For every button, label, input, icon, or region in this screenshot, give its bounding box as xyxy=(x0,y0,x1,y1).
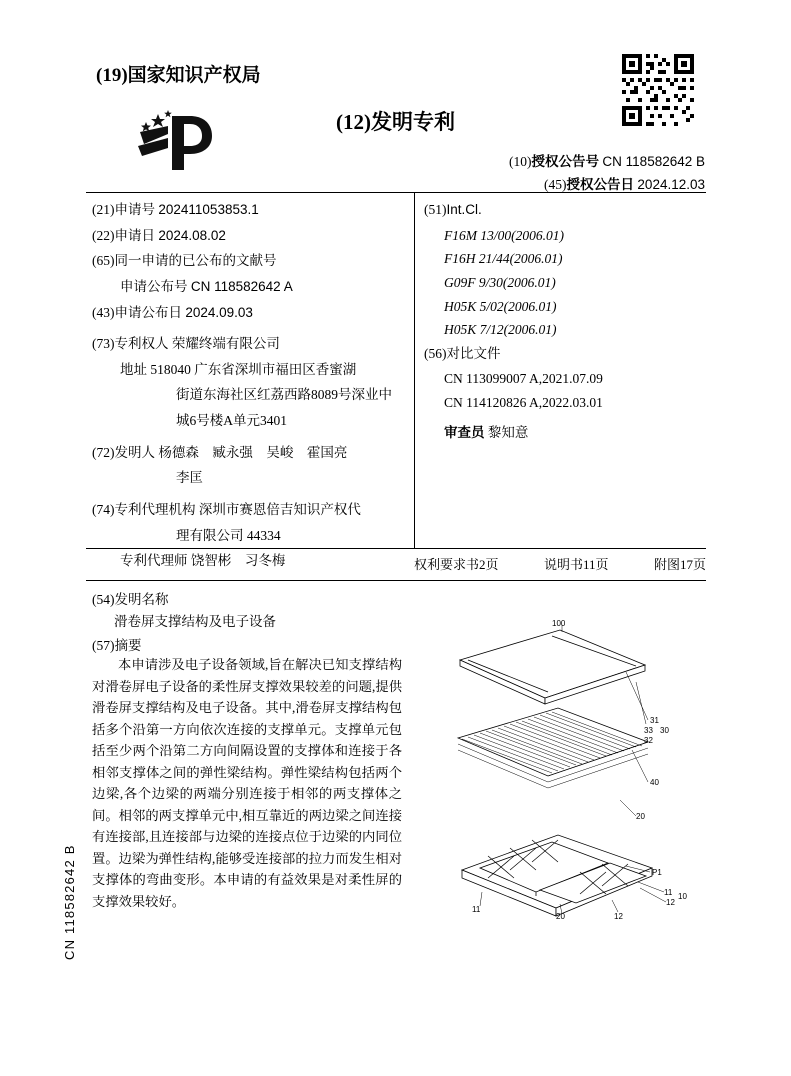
svg-text:33: 33 xyxy=(644,726,653,735)
agency-code: (74) xyxy=(92,501,115,517)
svg-text:10: 10 xyxy=(678,892,687,901)
inventor-line-2: 李匡 xyxy=(176,470,203,486)
prior-publication-field xyxy=(92,249,410,273)
ipc-item: G09F 9/30(2006.01) xyxy=(444,274,556,290)
svg-text:30: 30 xyxy=(660,726,669,735)
application-date-label: 申请日 xyxy=(114,227,155,243)
examiner-label: 审查员 xyxy=(444,424,485,440)
prior-publication-date-label: 申请公布日 xyxy=(114,304,182,320)
application-number-value: 202411053853.1 xyxy=(158,202,259,217)
ipc-code: (51) xyxy=(424,202,447,217)
assignee-value: 荣耀终端有限公司 xyxy=(171,336,280,352)
abstract-label: 摘要 xyxy=(114,638,142,653)
references-label: 对比文件 xyxy=(446,345,501,361)
ipc-field xyxy=(424,198,706,222)
agency-label: 专利代理机构 xyxy=(114,501,196,517)
agent-value: 饶智彬 习冬梅 xyxy=(190,553,286,569)
inventor-field xyxy=(92,441,410,465)
reference-item: CN 114120826 A,2022.03.01 xyxy=(444,395,603,410)
application-number-field xyxy=(92,198,410,222)
abstract-field xyxy=(92,634,142,654)
invention-title-value: 滑卷屏支撑结构及电子设备 xyxy=(114,614,276,629)
svg-text:40: 40 xyxy=(650,778,659,787)
agent-field xyxy=(92,549,410,573)
address-label: 地址 xyxy=(120,361,147,377)
application-number-label: 申请号 xyxy=(114,202,155,217)
ipc-item: F16H 21/44(2006.01) xyxy=(444,251,563,267)
address-line-3: 城6号楼A单元3401 xyxy=(176,413,287,428)
office-code: (19) xyxy=(96,65,128,86)
assignee-code: (73) xyxy=(92,336,115,352)
publication-date-value: 2024.12.03 xyxy=(637,177,705,192)
ipc-item: F16M 13/00(2006.01) xyxy=(444,227,564,243)
divider-top xyxy=(86,192,706,193)
agent-label: 专利代理师 xyxy=(120,553,188,569)
document-type xyxy=(0,106,791,136)
divider-counts xyxy=(86,580,706,581)
prior-publication-number-label: 申请公布号 xyxy=(120,278,188,294)
patent-abstract-figure xyxy=(440,620,710,940)
publication-date-code: (45) xyxy=(544,177,567,192)
document-type-code: (12) xyxy=(336,110,371,134)
invention-title-field xyxy=(92,588,169,608)
ipc-label: Int.Cl. xyxy=(446,202,482,217)
examiner-field xyxy=(424,421,706,445)
publication-number-code: (10) xyxy=(509,154,532,169)
inventor-label: 发明人 xyxy=(114,444,155,460)
abstract-code: (57) xyxy=(92,638,115,653)
prior-publication-date-value: 2024.09.03 xyxy=(185,304,253,320)
address-line-3-row xyxy=(92,409,410,433)
address-line-1: 518040 广东省深圳市福田区香蜜湖 xyxy=(150,361,357,377)
agency-line-1: 深圳市赛恩倍吉知识产权代 xyxy=(198,501,361,517)
svg-text:20: 20 xyxy=(556,912,565,921)
agency-line-2-row xyxy=(92,524,410,548)
ipc-item: H05K 7/12(2006.01) xyxy=(444,322,557,338)
inventor-line-1: 杨德森 臧永强 吴峻 霍国亮 xyxy=(158,444,348,460)
address-line-2: 街道东海社区红荔西路8089号深业中 xyxy=(176,387,392,403)
bibliographic-left-column xyxy=(92,198,410,575)
prior-publication-code: (65) xyxy=(92,253,115,269)
svg-text:11: 11 xyxy=(664,888,673,897)
document-type-label: 发明专利 xyxy=(371,110,455,134)
office-name: 国家知识产权局 xyxy=(127,65,261,86)
application-date-code: (22) xyxy=(92,227,115,243)
divider-column xyxy=(414,192,415,548)
svg-text:32: 32 xyxy=(644,736,653,745)
abstract-text: 本申请涉及电子设备领域,旨在解决已知支撑结构对滑卷屏电子设备的柔性屏支撑效果较差的问题,提供滑卷屏支撑结构及电子设备。其中,滑卷屏支撑结构包括多个沿第一方向依次连接的支撑单元。支撑单元包括至少两个沿第二方向间隔设置的支撑体和连接于各相邻支撑体之间的弹性梁结构。弹性梁结构包括两个边梁,各个边梁的两端分别连接于相邻的两支撑体之间。相邻的两支撑单元中,相互靠近的两边梁之间连接有连接部,且连接部与边梁的连接点位于边梁的内同位置。边梁为弹性结构,能够受连接部的拉力而发生相对支撑体的弯曲变形。本申请的有益效果是对柔性屏的支撑效果较好。 xyxy=(92,657,402,909)
svg-text:31: 31 xyxy=(650,716,659,725)
inventor-code: (72) xyxy=(92,444,115,460)
publication-number-value: CN 118582642 B xyxy=(602,154,705,169)
references-field xyxy=(424,342,706,366)
prior-publication-date-field xyxy=(92,301,410,325)
examiner-value: 黎知意 xyxy=(487,424,529,440)
application-date-field xyxy=(92,224,410,248)
reference-item: CN 113099007 A,2021.07.09 xyxy=(444,371,603,387)
svg-text:P1: P1 xyxy=(652,868,662,877)
publication-number-label: 授权公告号 xyxy=(531,154,600,169)
claims-pages: 权利要求书2页 xyxy=(414,557,499,572)
svg-text:11: 11 xyxy=(472,905,481,914)
agency-line-2: 理有限公司 44334 xyxy=(176,527,281,543)
issuing-office xyxy=(96,60,261,87)
side-publication-code: CN 118582642 B xyxy=(62,844,77,960)
drawings-pages: 附图17页 xyxy=(653,557,706,572)
prior-publication-label: 同一申请的已公布的文献号 xyxy=(114,253,277,269)
invention-title-code: (54) xyxy=(92,592,115,607)
invention-title-label: 发明名称 xyxy=(114,592,169,607)
publication-date-line xyxy=(544,173,705,193)
assignee-label: 专利权人 xyxy=(114,336,169,352)
ipc-item: H05K 5/02(2006.01) xyxy=(444,298,557,314)
agency-field xyxy=(92,498,410,522)
prior-publication-number-value: CN 118582642 A xyxy=(190,278,293,294)
inventor-line-2-row xyxy=(92,466,410,490)
assignee-field xyxy=(92,332,410,356)
address-field xyxy=(92,358,410,382)
svg-text:12: 12 xyxy=(614,912,623,921)
publication-number-line xyxy=(509,150,705,170)
application-number-code: (21) xyxy=(92,202,115,217)
svg-text:12: 12 xyxy=(666,898,675,907)
application-date-value: 2024.08.02 xyxy=(158,227,226,243)
page-counts xyxy=(414,554,706,573)
svg-text:100: 100 xyxy=(552,620,566,628)
bibliographic-right-column xyxy=(424,198,706,444)
prior-publication-number-field xyxy=(92,275,410,299)
address-line-2-row xyxy=(92,383,410,407)
references-code: (56) xyxy=(424,345,447,361)
prior-publication-date-code: (43) xyxy=(92,304,115,320)
description-pages: 说明书11页 xyxy=(543,557,609,572)
svg-text:20: 20 xyxy=(636,812,645,821)
publication-date-label: 授权公告日 xyxy=(566,177,635,192)
